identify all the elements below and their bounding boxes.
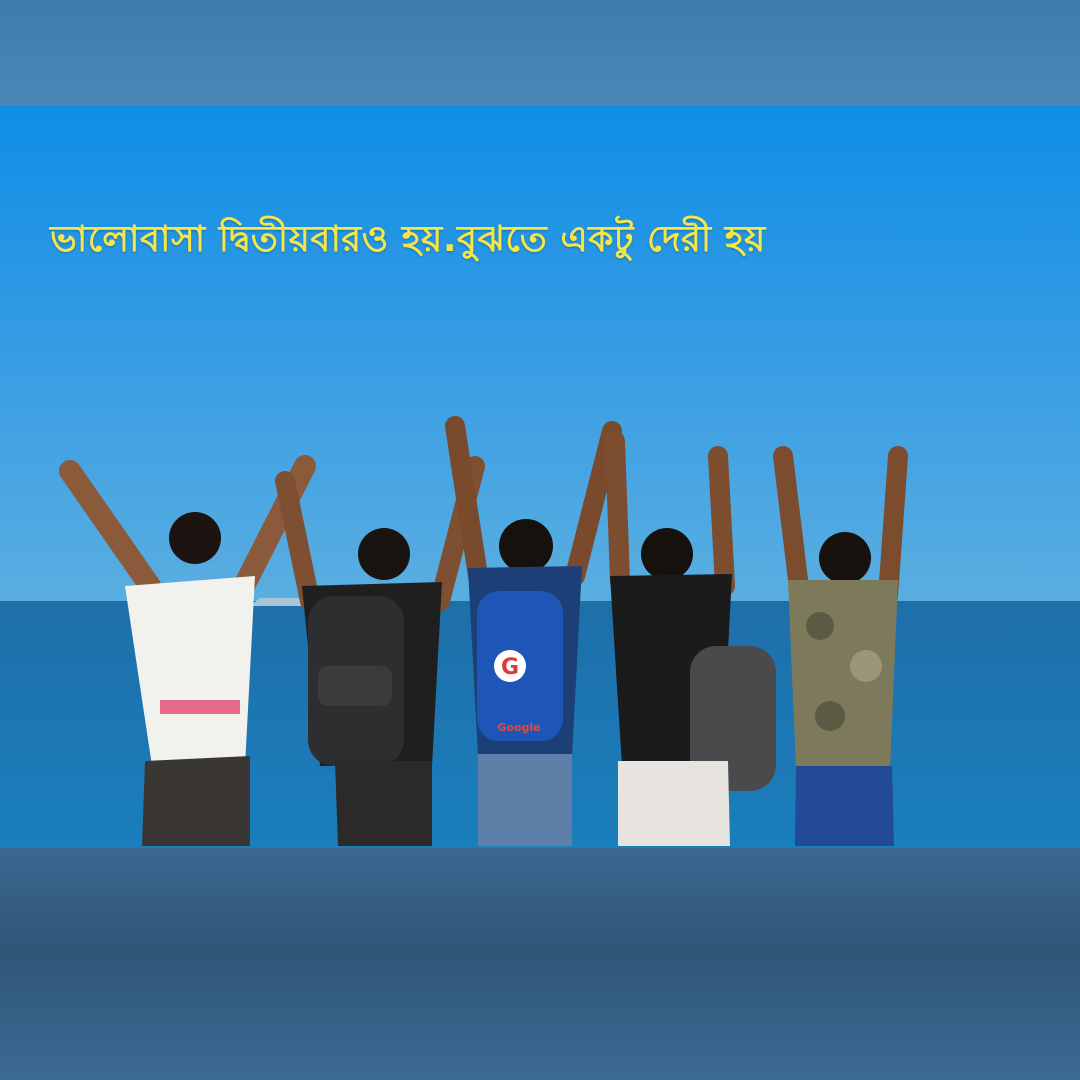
backpack-pocket	[318, 666, 392, 706]
post-caption: ভালোবাসা দ্বিতীয়বারও হয়.বুঝতে একটু দেরী হয়	[50, 219, 766, 260]
shirt	[788, 580, 898, 771]
arm-left	[615, 441, 620, 581]
pants	[335, 761, 432, 846]
head	[499, 519, 553, 573]
top-blur-band	[0, 0, 1080, 106]
scarf	[160, 700, 240, 714]
bottom-blur-band	[0, 848, 1080, 1080]
arm-right	[718, 456, 725, 586]
shorts	[142, 756, 250, 846]
arm-right	[888, 456, 898, 596]
pants	[618, 761, 730, 846]
backpack-logo-letter: G	[500, 655, 520, 680]
shorts	[795, 766, 894, 846]
backpack-logo-text: Google	[497, 721, 541, 734]
head	[169, 512, 221, 564]
head	[819, 532, 871, 584]
head	[358, 528, 410, 580]
head	[641, 528, 693, 580]
jeans	[478, 754, 572, 846]
